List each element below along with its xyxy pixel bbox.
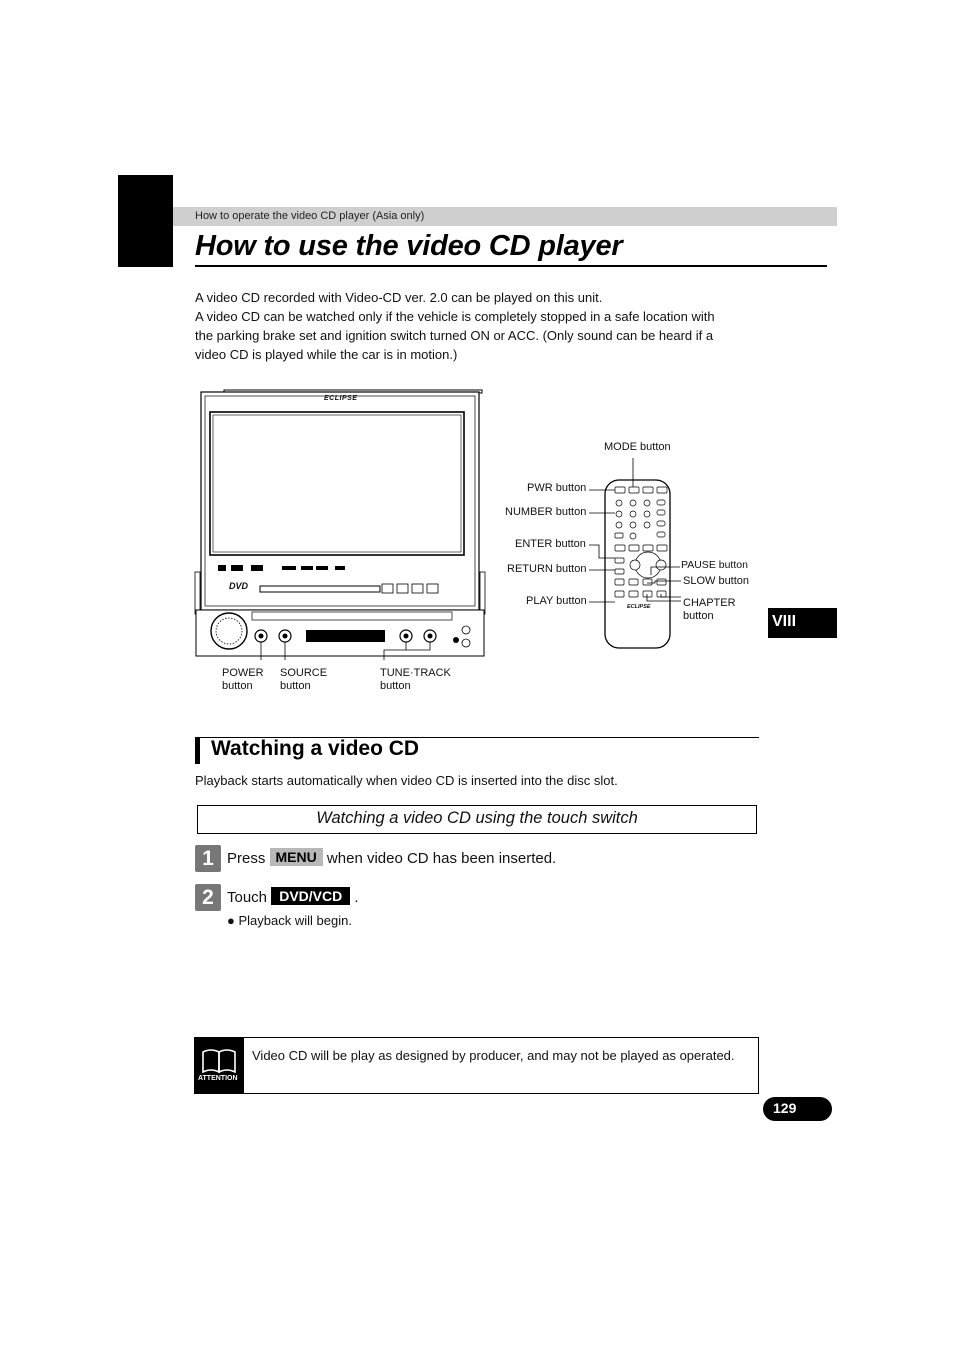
- section-tab-label: VIII: [772, 613, 797, 630]
- step-1-rest: when video CD has been inserted.: [326, 850, 557, 867]
- slow-button-label: SLOW button: [683, 575, 750, 587]
- step-number: 1: [195, 845, 221, 872]
- title-underline: [195, 265, 827, 267]
- power-label: POWER: [222, 667, 264, 679]
- dvd-logo: DVD: [229, 581, 249, 591]
- dvd-vcd-key[interactable]: DVD/VCD: [271, 887, 350, 905]
- pause-button-label: PAUSE button: [681, 559, 748, 571]
- section-heading: Watching a video CD: [211, 737, 420, 760]
- step-2-text: [227, 887, 359, 906]
- pwr-button-label: PWR button: [527, 482, 587, 494]
- mode-button-label: MODE button: [604, 441, 671, 453]
- remote-brand: ECLIPSE: [627, 604, 651, 610]
- breadcrumb: How to operate the video CD player (Asia only): [195, 210, 425, 222]
- page-number: [763, 1097, 832, 1121]
- step-2-note-text: Playback will begin.: [238, 913, 352, 928]
- step-1-text: [227, 848, 556, 867]
- tune-track-label: TUNE·TRACK: [380, 667, 451, 679]
- section-bar: [195, 738, 200, 764]
- intro-line: A video CD can be watched only if the vehicle is completely stopped in a safe location with: [195, 309, 715, 324]
- head-unit-brand: ECLIPSE: [324, 395, 358, 402]
- chapter-button-label-2: button: [683, 610, 714, 622]
- attention-icon-label: ATTENTION: [198, 1075, 238, 1082]
- bullet-icon: ●: [227, 913, 235, 928]
- step-2-rest: .: [354, 889, 359, 906]
- menu-key[interactable]: MENU: [270, 848, 323, 866]
- tune-track-label-2: button: [380, 680, 411, 692]
- head-unit-illustration: [194, 388, 490, 660]
- intro-line: A video CD recorded with Video-CD ver. 2.0 can be played on this unit.: [195, 290, 603, 305]
- remote-illustration: [585, 455, 685, 655]
- section-lead: Playback starts automatically when video CD is inserted into the disc slot.: [195, 773, 618, 788]
- subheading-box: [197, 805, 757, 834]
- page-number-text: 129: [773, 1100, 797, 1116]
- front-display: [306, 630, 385, 642]
- intro-line: the parking brake set and ignition switch turned ON or ACC. (Only sound can be heard if a: [195, 328, 714, 343]
- source-label: SOURCE: [280, 667, 328, 679]
- intro-line: video CD is played while the car is in motion.): [195, 347, 458, 362]
- step-2-verb: Touch: [227, 889, 268, 906]
- step-2-note: [227, 913, 352, 928]
- number-button-label: NUMBER button: [505, 506, 587, 518]
- page-title: How to use the video CD player: [195, 230, 623, 262]
- power-label-2: button: [222, 680, 253, 692]
- enter-button-label: ENTER button: [515, 538, 586, 550]
- chapter-button-label: CHAPTER: [683, 597, 736, 609]
- step-1-verb: Press: [227, 850, 266, 867]
- play-button-label: PLAY button: [526, 595, 587, 607]
- attention-icon: [195, 1038, 244, 1093]
- book-icon: [195, 1038, 244, 1093]
- section-tab: [768, 608, 837, 638]
- subheading: Watching a video CD using the touch switch: [316, 809, 638, 827]
- source-label-2: button: [280, 680, 311, 692]
- return-button-label: RETURN button: [507, 563, 587, 575]
- step-number: 2: [195, 884, 221, 911]
- attention-text: Video CD will be play as designed by producer, and may not be played as operated.: [252, 1048, 735, 1063]
- chapter-marker: [118, 175, 173, 267]
